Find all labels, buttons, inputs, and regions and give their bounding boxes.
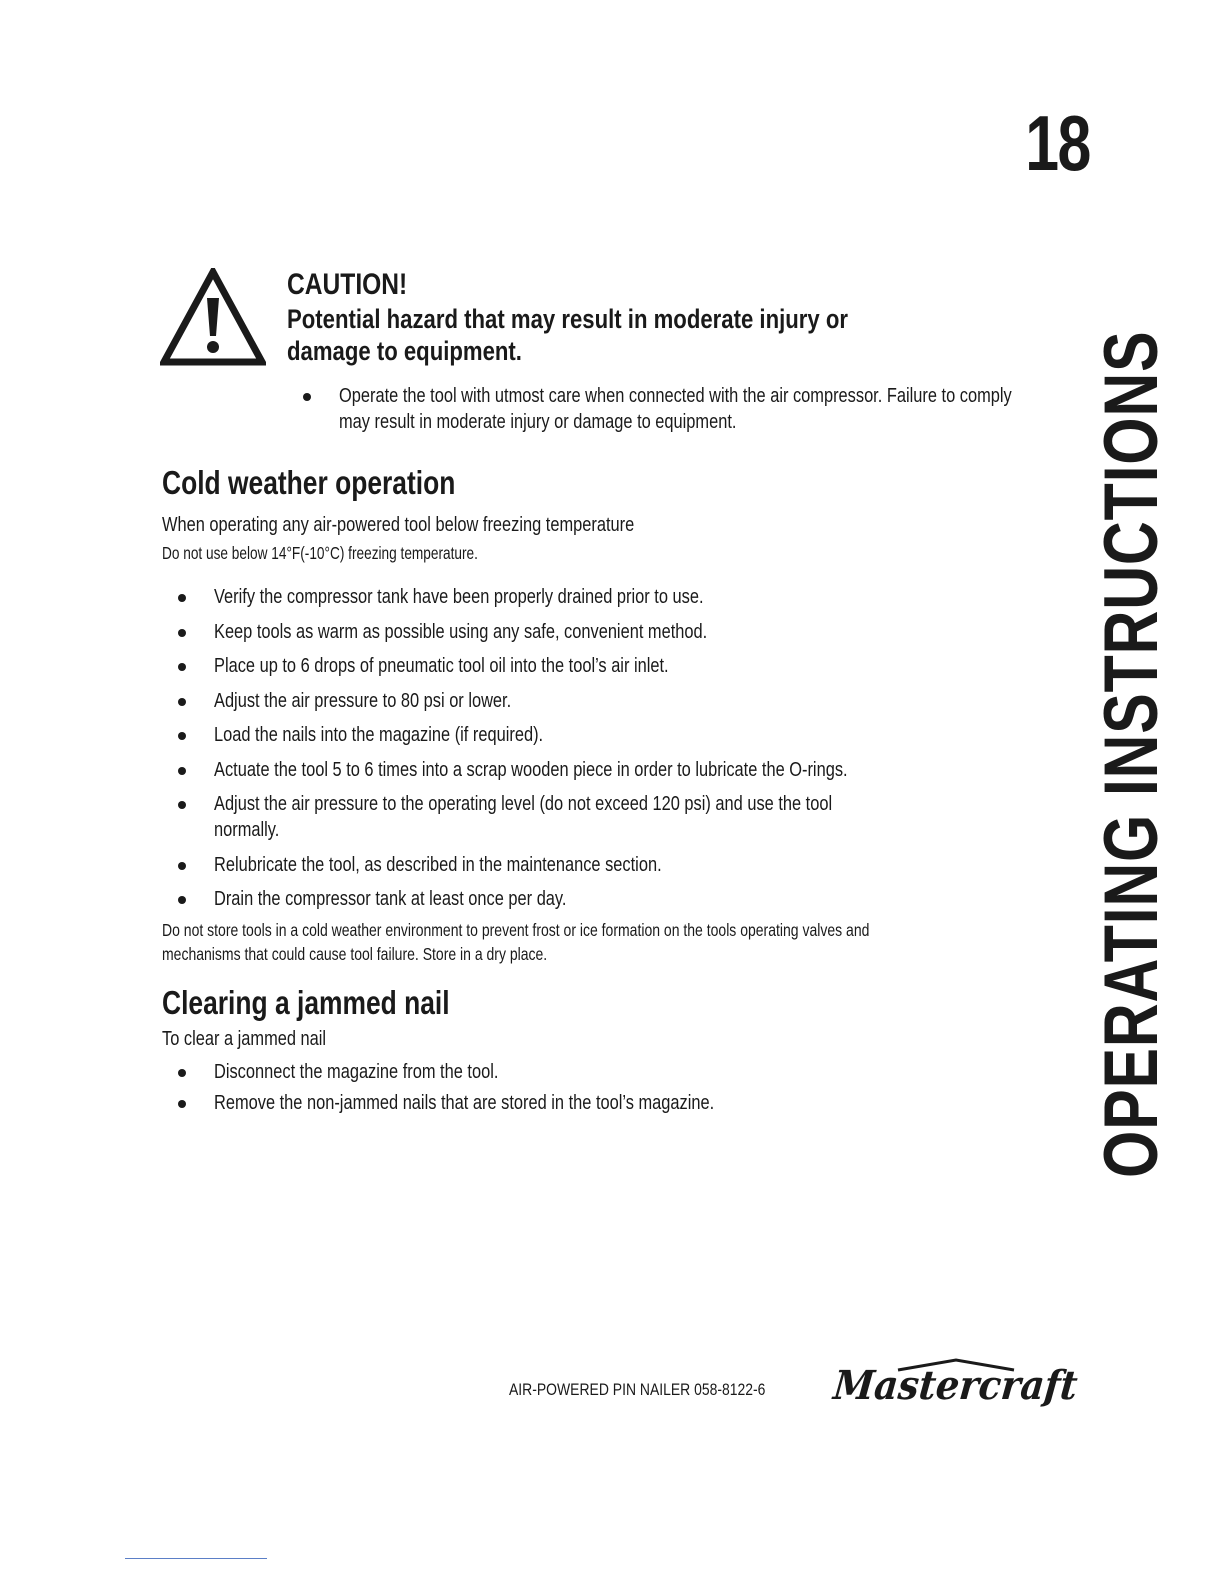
warning-triangle-icon [160,268,266,366]
list-item: Keep tools as warm as possible using any safe, convenient method. [214,619,1074,645]
bullet-icon [178,801,186,809]
caution-description: Potential hazard that may result in moderate injury or damage to equipment. [287,304,849,366]
bullet-icon [178,663,186,671]
cold-weather-note: Do not store tools in a cold weather environment to prevent frost or ice formation on the tools operating valves and mechanisms that could cause tool failure. Store in a dry place. [162,920,870,964]
caution-title: CAUTION! [287,268,408,301]
jammed-nail-heading: Clearing a jammed nail [162,984,450,1021]
list-item: Operate the tool with utmost care when connected with the air compressor. Failure to comply may result in moderate injury or damage to equipment. [339,383,1199,435]
bullet-icon [178,732,186,740]
bullet-icon [178,594,186,602]
page-number: 18 [1025,99,1090,187]
bullet-icon [178,1069,186,1077]
bottom-rule [125,1558,267,1559]
section-title: OPERATING INSTRUCTIONS [1089,330,1174,1179]
list-item: Place up to 6 drops of pneumatic tool oil into the tool’s air inlet. [214,653,1074,679]
list-item: Actuate the tool 5 to 6 times into a scrap wooden piece in order to lubricate the O-rings. [214,757,1074,783]
list-item: Load the nails into the magazine (if required). [214,722,1074,748]
bullet-icon [178,629,186,637]
list-item: Verify the compressor tank have been properly drained prior to use. [214,584,1074,610]
list-item: Relubricate the tool, as described in the maintenance section. [214,852,1074,878]
bullet-icon [178,862,186,870]
list-item: Adjust the air pressure to the operating level (do not exceed 120 psi) and use the tool normally. [214,791,1074,843]
cold-weather-warning: Do not use below 14°F(-10°C) freezing temperature. [162,543,478,563]
jammed-nail-intro: To clear a jammed nail [162,1028,327,1050]
brand-logo [831,1358,1080,1409]
brand-name: Mastercraft [831,1362,1080,1409]
list-item: Drain the compressor tank at least once per day. [214,886,1074,912]
bullet-icon [178,767,186,775]
bullet-icon [303,393,311,401]
bullet-icon [178,896,186,904]
jammed-nail-list [214,1059,1074,1121]
cold-weather-intro: When operating any air-powered tool below freezing temperature [162,514,635,536]
caution-list [339,383,1199,435]
bullet-icon [178,698,186,706]
list-item: Adjust the air pressure to 80 psi or lower. [214,688,1074,714]
cold-weather-heading: Cold weather operation [162,464,456,501]
footer-product: AIR-POWERED PIN NAILER 058-8122-6 [509,1380,766,1399]
list-item: Disconnect the magazine from the tool. [214,1059,1074,1085]
bullet-icon [178,1100,186,1108]
cold-weather-list [214,584,1074,921]
list-item: Remove the non-jammed nails that are stored in the tool’s magazine. [214,1090,1074,1116]
